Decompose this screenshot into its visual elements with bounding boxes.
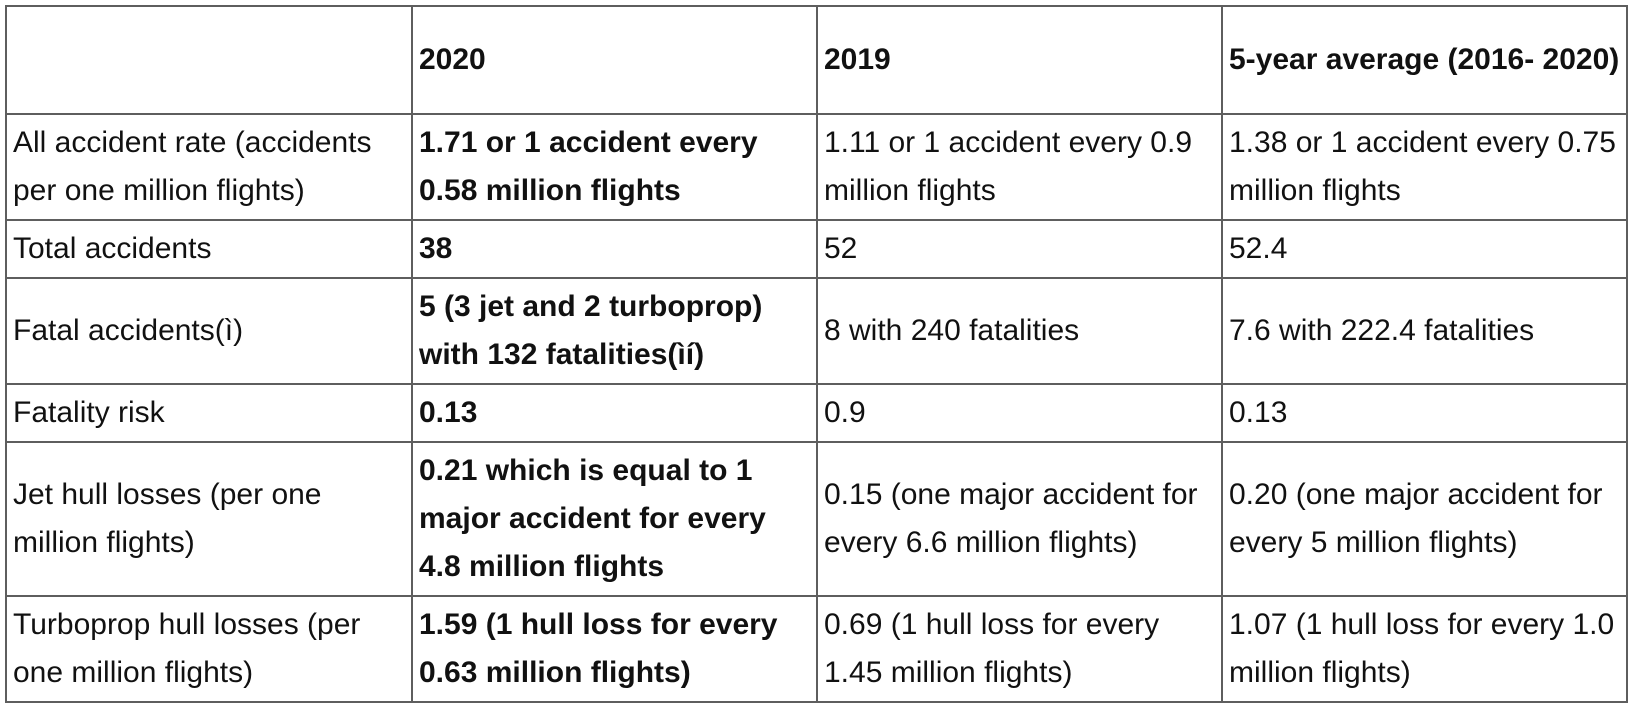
table-row <box>6 278 1627 384</box>
row-label-cell: Fatal accidents(ì) <box>6 278 412 384</box>
value-cell-average: 0.20 (one major accident for every 5 million flights) <box>1222 442 1627 596</box>
value-cell-average: 1.07 (1 hull loss for every 1.0 million flights) <box>1222 596 1627 702</box>
header-cell-empty <box>6 6 412 114</box>
row-label-cell: Turboprop hull losses (per one million flights) <box>6 596 412 702</box>
value-cell-average: 7.6 with 222.4 fatalities <box>1222 278 1627 384</box>
table-row <box>6 596 1627 702</box>
table-row <box>6 220 1627 278</box>
value-cell-2019: 8 with 240 fatalities <box>817 278 1222 384</box>
table-row <box>6 384 1627 442</box>
value-cell-2020: 38 <box>412 220 817 278</box>
value-cell-2020: 1.59 (1 hull loss for every 0.63 million flights) <box>412 596 817 702</box>
row-label-cell: Jet hull losses (per one million flights) <box>6 442 412 596</box>
value-cell-average: 1.38 or 1 accident every 0.75 million flights <box>1222 114 1627 220</box>
row-label-cell: Total accidents <box>6 220 412 278</box>
value-cell-2020: 5 (3 jet and 2 turboprop) with 132 fatalities(ìí) <box>412 278 817 384</box>
row-label-cell: Fatality risk <box>6 384 412 442</box>
value-cell-average: 52.4 <box>1222 220 1627 278</box>
value-cell-2020: 0.13 <box>412 384 817 442</box>
value-cell-2020: 0.21 which is equal to 1 major accident for every 4.8 million flights <box>412 442 817 596</box>
value-cell-average: 0.13 <box>1222 384 1627 442</box>
accident-statistics-table <box>5 5 1628 703</box>
table-row <box>6 114 1627 220</box>
value-cell-2019: 0.15 (one major accident for every 6.6 million flights) <box>817 442 1222 596</box>
value-cell-2019: 52 <box>817 220 1222 278</box>
header-cell-5-year-average: 5-year average (2016- 2020) <box>1222 6 1627 114</box>
header-cell-2020: 2020 <box>412 6 817 114</box>
accident-statistics-table-container <box>5 5 1628 703</box>
table-row <box>6 442 1627 596</box>
value-cell-2019: 1.11 or 1 accident every 0.9 million flights <box>817 114 1222 220</box>
row-label-cell: All accident rate (accidents per one million flights) <box>6 114 412 220</box>
value-cell-2020: 1.71 or 1 accident every 0.58 million flights <box>412 114 817 220</box>
header-cell-2019: 2019 <box>817 6 1222 114</box>
value-cell-2019: 0.9 <box>817 384 1222 442</box>
table-header-row <box>6 6 1627 114</box>
value-cell-2019: 0.69 (1 hull loss for every 1.45 million flights) <box>817 596 1222 702</box>
